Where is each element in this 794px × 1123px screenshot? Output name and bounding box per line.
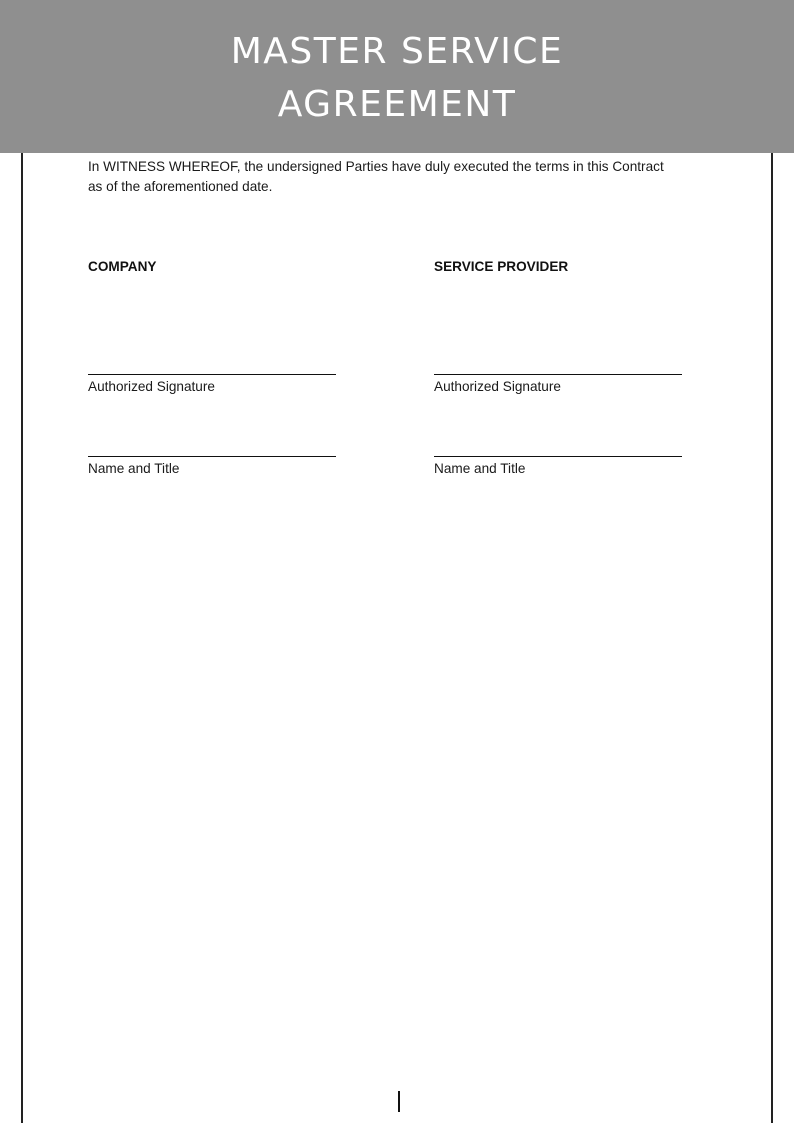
service-provider-signature-line[interactable] (434, 374, 682, 375)
service-provider-name-title-caption: Name and Title (434, 461, 526, 476)
service-provider-name-title-line[interactable] (434, 456, 682, 457)
company-heading: COMPANY (88, 259, 157, 274)
title-banner (0, 0, 794, 153)
company-signature-block (88, 257, 338, 476)
service-provider-signature-block (434, 257, 684, 476)
text-cursor (398, 1091, 400, 1112)
service-provider-heading: SERVICE PROVIDER (434, 259, 569, 274)
witness-clause: In WITNESS WHEREOF, the undersigned Parties have duly executed the terms in this Contract as of the aforementioned date. (88, 159, 664, 194)
company-signature-line[interactable] (88, 374, 336, 375)
document-title: MASTER SERVICE AGREEMENT (230, 30, 564, 125)
company-name-title-caption: Name and Title (88, 461, 180, 476)
service-provider-signature-caption: Authorized Signature (434, 379, 561, 394)
company-name-title-line[interactable] (88, 456, 336, 457)
company-signature-caption: Authorized Signature (88, 379, 215, 394)
